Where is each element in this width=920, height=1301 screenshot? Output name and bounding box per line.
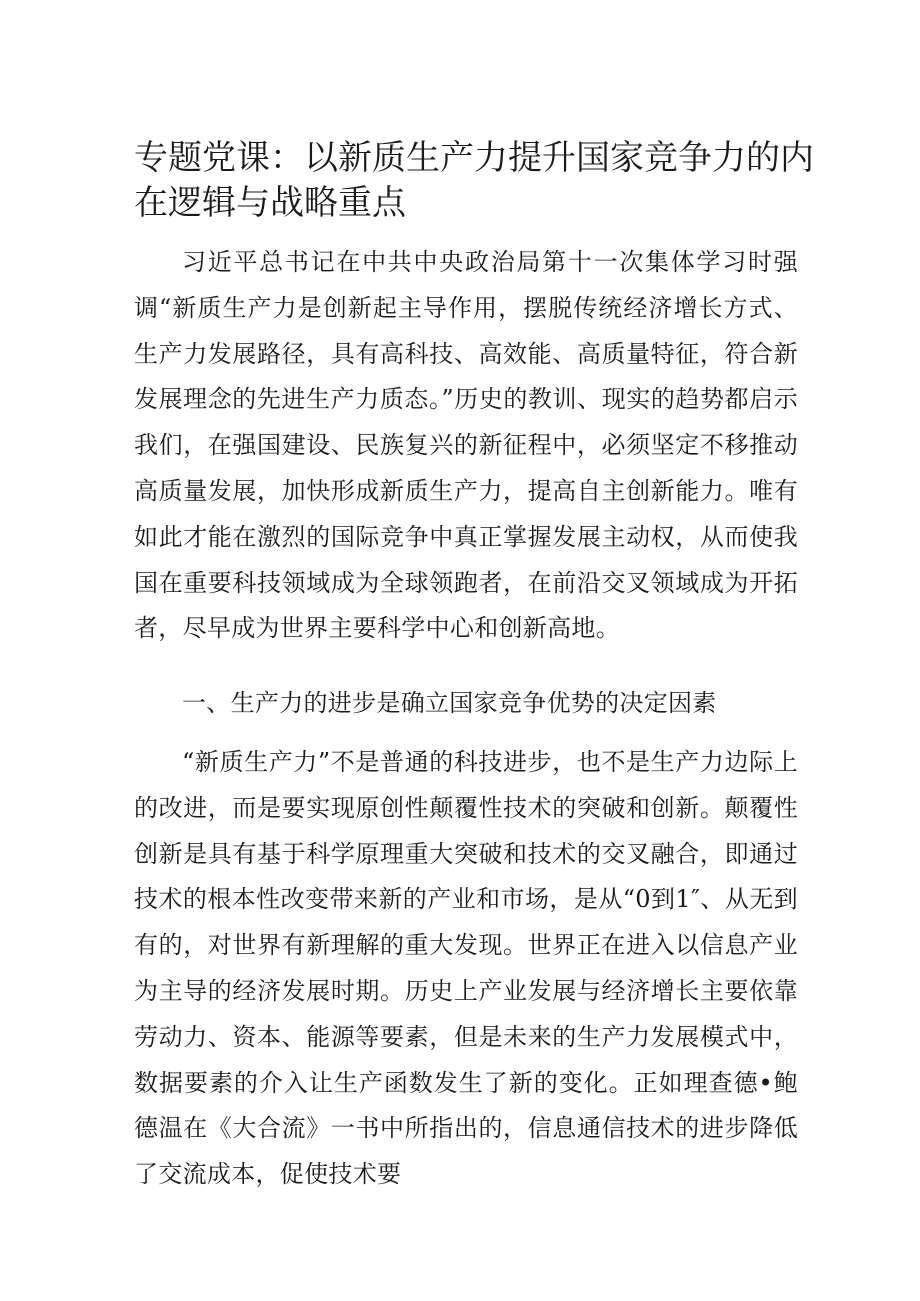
section-paragraph: “新质生产力”不是普通的科技进步，也不是生产力边际上的改进，而是要实现原创性颠覆性技术的突破和创新。颠覆性创新是具有基于科学原理重大突破和技术的交叉融合，即通过技术的根本性改变带来新的产业和市场，是从“0到1″、从无到有的，对世界有新理解的重大发现。世界正在进入以信息产业为主导的经济发展时期。历史上产业发展与经济增长主要依靠劳动力、资本、能源等要素，但是未来的生产力发展模式中，数据要素的介入让生产函数发生了新的变化。正如理查德•鲍德温在《大合流》一书中所指出的，信息通信技术的进步降低了交流成本，促使技术要: [134, 748, 798, 1189]
section-heading: 一、生产力的进步是确立国家竞争优势的决定因素: [182, 689, 717, 717]
intro-paragraph: 习近平总书记在中共中央政治局第十一次集体学习时强调“新质生产力是创新起主导作用，摆脱传统经济增长方式、生产力发展路径，具有高科技、高效能、高质量特征，符合新发展理念的先进生产力质态。”历史的教训、现实的趋势都启示我们，在强国建设、民族复兴的新征程中，必须坚定不移推动高质量发展，加快形成新质生产力，提高自主创新能力。唯有如此才能在激烈的国际竞争中真正掌握发展主动权，从而使我国在重要科技领域成为全球领跑者，在前沿交叉领域成为开拓者，尽早成为世界主要科学中心和创新高地。: [134, 248, 798, 643]
document-title: 专题党课：以新质生产力提升国家竞争力的内在逻辑与战略重点: [134, 138, 814, 223]
